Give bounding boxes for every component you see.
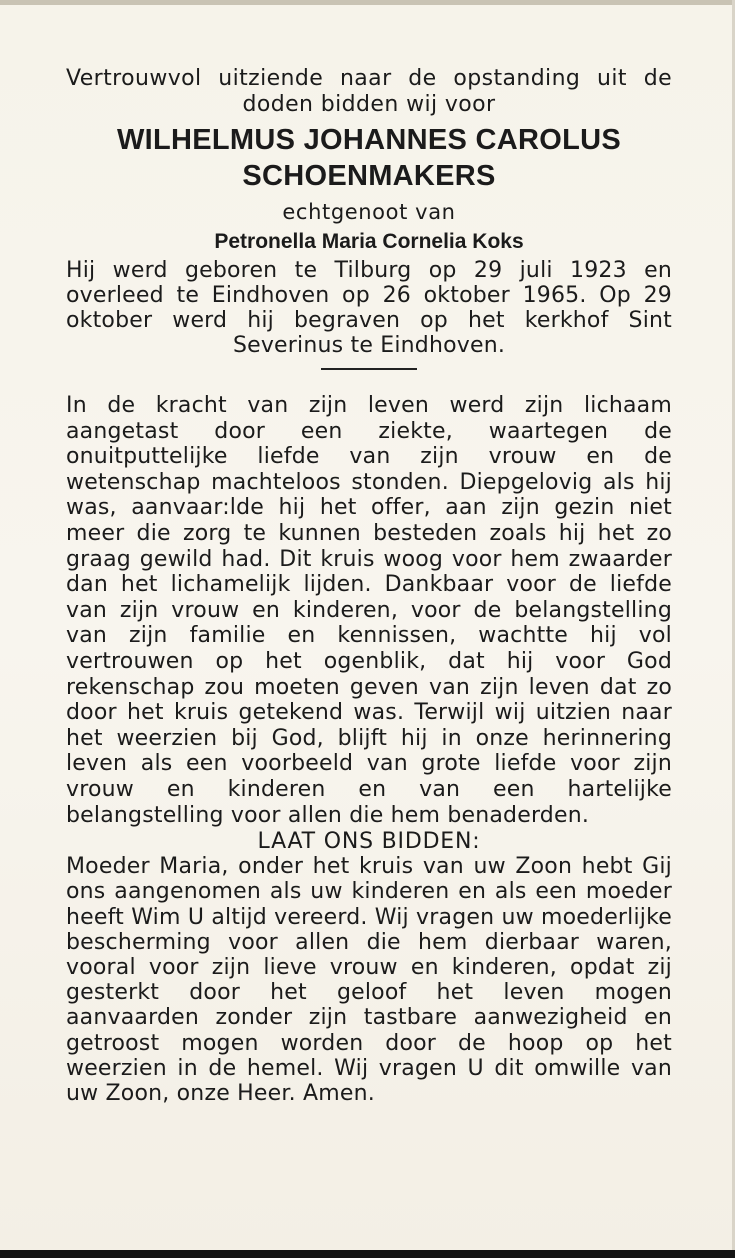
birth-death-text: Hij werd geboren te Tilburg op 29 juli 1923 en overleed te Eindhoven op 26 oktober 1965. Op 29 oktober werd hij begraven op het kerkhof Sint Severinus te Eindhoven. (66, 258, 672, 358)
prayer-heading: LAAT ONS BIDDEN: (257, 829, 481, 855)
life-text: In de kracht van zijn leven werd zijn lichaam aangetast door een ziekte, waartegen de onuitputtelijke liefde van zijn vrouw en de wetenschap machteloos stonden. Diepgelovig als hij was, aanvaar:lde hij het offer, aan zijn gezin niet meer die zorg te kunnen besteden zoals hij het zo graag gewild had. Dit kruis woog voor hem zwaarder dan het lichamelijk lijden. Dankbaar voor de liefde van zijn vrouw en kinderen, voor de belangstelling van zijn familie en kennissen, wachtte hij vol vertrouwen op het ogenblik, dat hij voor God rekenschap zou moeten geven van zijn leven dat zo door het kruis getekend was. Terwijl wij uitzien naar het weerzien bij God, blijft hij in onze herinnering leven als een voorbeeld van grote liefde voor zijn vrouw en kinderen en van een hartelijke belangstelling voor allen die hem benaderden. (66, 393, 672, 828)
card-bottom-edge (0, 1250, 735, 1258)
deceased-name-line-1: WILHELMUS JOHANNES CAROLUS (116, 124, 622, 156)
spouse-name: Petronella Maria Cornelia Koks (214, 230, 524, 253)
card-top-edge (0, 0, 735, 5)
relation-label: echtgenoot van (282, 200, 456, 224)
section-divider (321, 368, 417, 370)
card-content (66, 66, 672, 1106)
prayer-text: Moeder Maria, onder het kruis van uw Zoon hebt Gij ons aangenomen als uw kinderen en als een moeder heeft Wim U altijd vereerd. Wij vragen uw moederlijke bescherming voor allen die hem dierbaar waren, vooral voor zijn lieve vrouw en kinderen, opdat zij gesterkt door het geloof het leven mogen aanvaarden zonder zijn tastbare aanwezigheid en getroost mogen worden door de hoop op het weerzien in de hemel. Wij vragen U dit omwille van uw Zoon, onze Heer. Amen. (66, 854, 672, 1106)
intro-text: Vertrouwvol uitziende naar de opstanding uit de doden bidden wij voor (66, 66, 672, 117)
deceased-name-line-2: SCHOENMAKERS (242, 160, 496, 192)
deceased-name (66, 122, 672, 194)
